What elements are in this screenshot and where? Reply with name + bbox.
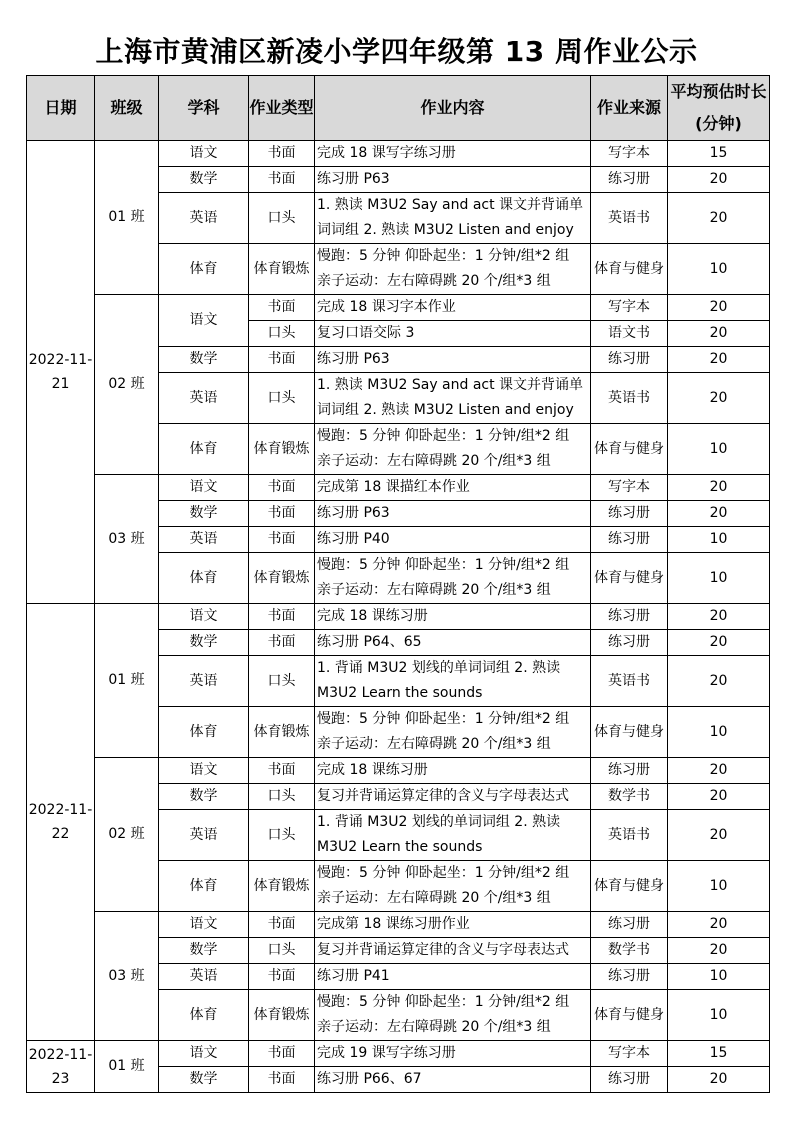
content-line: 练习册 P63 bbox=[317, 505, 390, 521]
type-cell: 书面 bbox=[249, 527, 315, 553]
minutes-cell: 20 bbox=[668, 321, 770, 347]
subject-cell: 英语 bbox=[159, 810, 249, 861]
type-cell: 体育锻炼 bbox=[249, 244, 315, 295]
minutes-cell: 20 bbox=[668, 1067, 770, 1093]
content-line: 完成 18 课练习册 bbox=[317, 762, 428, 778]
content-cell bbox=[315, 964, 591, 990]
minutes-cell: 20 bbox=[668, 656, 770, 707]
content-cell bbox=[315, 1041, 591, 1067]
content-line: 复习并背诵运算定律的含义与字母表达式 bbox=[317, 942, 569, 958]
class-cell: 01 班 bbox=[95, 604, 159, 758]
subject-cell: 语文 bbox=[159, 295, 249, 347]
content-line: 1. 背诵 M3U2 划线的单词词组 2. 熟读 bbox=[317, 660, 561, 676]
content-cell bbox=[315, 527, 591, 553]
type-cell: 口头 bbox=[249, 938, 315, 964]
content-cell bbox=[315, 295, 591, 321]
minutes-cell: 20 bbox=[668, 912, 770, 938]
type-cell: 书面 bbox=[249, 295, 315, 321]
type-cell: 书面 bbox=[249, 167, 315, 193]
type-cell: 体育锻炼 bbox=[249, 424, 315, 475]
source-cell: 练习册 bbox=[591, 167, 668, 193]
content-cell bbox=[315, 938, 591, 964]
type-cell: 书面 bbox=[249, 758, 315, 784]
header-row bbox=[27, 76, 770, 141]
minutes-cell: 10 bbox=[668, 990, 770, 1041]
content-line: 亲子运动：左右障碍跳 20 个/组*3 组 bbox=[317, 273, 551, 289]
subject-cell: 体育 bbox=[159, 244, 249, 295]
subject-cell: 体育 bbox=[159, 553, 249, 604]
content-cell bbox=[315, 707, 591, 758]
content-line: 1. 熟读 M3U2 Say and act 课文并背诵单 bbox=[317, 197, 584, 213]
type-cell: 体育锻炼 bbox=[249, 861, 315, 912]
content-line: 完成 18 课习字本作业 bbox=[317, 299, 456, 315]
content-line: 练习册 P63 bbox=[317, 351, 390, 367]
source-cell: 练习册 bbox=[591, 501, 668, 527]
source-cell: 语文书 bbox=[591, 321, 668, 347]
source-cell: 体育与健身 bbox=[591, 861, 668, 912]
content-line: 慢跑：5 分钟 仰卧起坐：1 分钟/组*2 组 bbox=[317, 711, 570, 727]
content-cell bbox=[315, 656, 591, 707]
minutes-cell: 10 bbox=[668, 527, 770, 553]
type-cell: 口头 bbox=[249, 321, 315, 347]
date-line: 23 bbox=[51, 1070, 70, 1087]
content-line: 亲子运动：左右障碍跳 20 个/组*3 组 bbox=[317, 582, 551, 598]
date-line: 21 bbox=[51, 376, 70, 392]
source-cell: 练习册 bbox=[591, 527, 668, 553]
minutes-cell: 20 bbox=[668, 373, 770, 424]
class-cell: 02 班 bbox=[95, 295, 159, 475]
subject-cell: 语文 bbox=[159, 912, 249, 938]
subject-cell: 语文 bbox=[159, 604, 249, 630]
header-minutes: 平均预估时长(分钟) bbox=[668, 76, 770, 141]
subject-cell: 体育 bbox=[159, 707, 249, 758]
content-cell bbox=[315, 784, 591, 810]
content-cell bbox=[315, 1067, 591, 1093]
table-row bbox=[27, 758, 770, 784]
date-line: 2022-11- bbox=[28, 352, 93, 368]
type-cell: 书面 bbox=[249, 501, 315, 527]
content-line: 练习册 P66、67 bbox=[317, 1071, 422, 1087]
type-cell: 书面 bbox=[249, 964, 315, 990]
date-line: 2022-11- bbox=[28, 802, 93, 818]
content-line: 练习册 P41 bbox=[317, 968, 390, 984]
table-row bbox=[27, 295, 770, 321]
minutes-cell: 10 bbox=[668, 861, 770, 912]
class-cell: 03 班 bbox=[95, 912, 159, 1041]
content-line: 慢跑：5 分钟 仰卧起坐：1 分钟/组*2 组 bbox=[317, 994, 570, 1010]
type-cell: 书面 bbox=[249, 347, 315, 373]
content-line: 慢跑：5 分钟 仰卧起坐：1 分钟/组*2 组 bbox=[317, 248, 570, 264]
source-cell: 体育与健身 bbox=[591, 424, 668, 475]
minutes-cell: 20 bbox=[668, 167, 770, 193]
content-line: M3U2 Learn the sounds bbox=[317, 839, 483, 855]
minutes-cell: 20 bbox=[668, 784, 770, 810]
type-cell: 体育锻炼 bbox=[249, 707, 315, 758]
source-cell: 英语书 bbox=[591, 373, 668, 424]
content-line: 慢跑：5 分钟 仰卧起坐：1 分钟/组*2 组 bbox=[317, 428, 570, 444]
source-cell: 数学书 bbox=[591, 784, 668, 810]
content-line: 慢跑：5 分钟 仰卧起坐：1 分钟/组*2 组 bbox=[317, 557, 570, 573]
source-cell: 练习册 bbox=[591, 604, 668, 630]
subject-cell: 语文 bbox=[159, 1041, 249, 1067]
content-line: M3U2 Learn the sounds bbox=[317, 685, 483, 701]
header-content: 作业内容 bbox=[315, 76, 591, 141]
minutes-cell: 20 bbox=[668, 758, 770, 784]
source-cell: 英语书 bbox=[591, 656, 668, 707]
content-line: 练习册 P63 bbox=[317, 171, 390, 187]
type-cell: 体育锻炼 bbox=[249, 990, 315, 1041]
table-body bbox=[27, 141, 770, 1093]
content-line: 练习册 P40 bbox=[317, 531, 390, 547]
content-line: 亲子运动：左右障碍跳 20 个/组*3 组 bbox=[317, 1019, 551, 1035]
content-cell bbox=[315, 244, 591, 295]
subject-cell: 数学 bbox=[159, 167, 249, 193]
content-line: 词词组 2. 熟读 M3U2 Listen and enjoy bbox=[317, 402, 574, 418]
content-line: 词词组 2. 熟读 M3U2 Listen and enjoy bbox=[317, 222, 574, 238]
content-cell bbox=[315, 475, 591, 501]
class-cell: 01 班 bbox=[95, 1041, 159, 1093]
content-cell bbox=[315, 424, 591, 475]
subject-cell: 英语 bbox=[159, 656, 249, 707]
subject-cell: 语文 bbox=[159, 141, 249, 167]
type-cell: 口头 bbox=[249, 784, 315, 810]
content-line: 完成第 18 课描红本作业 bbox=[317, 479, 470, 495]
type-cell: 书面 bbox=[249, 912, 315, 938]
minutes-cell: 10 bbox=[668, 244, 770, 295]
content-line: 完成 19 课写字练习册 bbox=[317, 1045, 456, 1061]
source-cell: 英语书 bbox=[591, 193, 668, 244]
minutes-cell: 20 bbox=[668, 501, 770, 527]
content-cell bbox=[315, 604, 591, 630]
subject-cell: 英语 bbox=[159, 527, 249, 553]
minutes-cell: 10 bbox=[668, 424, 770, 475]
subject-cell: 数学 bbox=[159, 630, 249, 656]
source-cell: 体育与健身 bbox=[591, 707, 668, 758]
content-cell bbox=[315, 912, 591, 938]
minutes-cell: 20 bbox=[668, 295, 770, 321]
source-cell: 体育与健身 bbox=[591, 553, 668, 604]
content-line: 复习并背诵运算定律的含义与字母表达式 bbox=[317, 788, 569, 804]
subject-cell: 数学 bbox=[159, 347, 249, 373]
content-cell bbox=[315, 758, 591, 784]
minutes-cell: 20 bbox=[668, 630, 770, 656]
content-line: 完成 18 课练习册 bbox=[317, 608, 428, 624]
table-row bbox=[27, 141, 770, 167]
content-line: 练习册 P64、65 bbox=[317, 634, 422, 650]
content-cell bbox=[315, 373, 591, 424]
class-cell: 01 班 bbox=[95, 141, 159, 295]
table-row bbox=[27, 1041, 770, 1067]
type-cell: 口头 bbox=[249, 193, 315, 244]
header-date: 日期 bbox=[27, 76, 95, 141]
content-line: 1. 背诵 M3U2 划线的单词词组 2. 熟读 bbox=[317, 814, 561, 830]
content-cell bbox=[315, 990, 591, 1041]
minutes-cell: 20 bbox=[668, 193, 770, 244]
source-cell: 练习册 bbox=[591, 347, 668, 373]
minutes-cell: 20 bbox=[668, 604, 770, 630]
header-subject: 学科 bbox=[159, 76, 249, 141]
minutes-cell: 10 bbox=[668, 707, 770, 758]
subject-cell: 语文 bbox=[159, 475, 249, 501]
type-cell: 书面 bbox=[249, 604, 315, 630]
subject-cell: 数学 bbox=[159, 938, 249, 964]
date-line: 2022-11- bbox=[28, 1046, 93, 1063]
subject-cell: 英语 bbox=[159, 193, 249, 244]
minutes-cell: 20 bbox=[668, 475, 770, 501]
table-row bbox=[27, 912, 770, 938]
class-cell: 02 班 bbox=[95, 758, 159, 912]
content-cell bbox=[315, 193, 591, 244]
type-cell: 口头 bbox=[249, 656, 315, 707]
subject-cell: 体育 bbox=[159, 990, 249, 1041]
date-cell bbox=[27, 141, 95, 604]
minutes-cell: 10 bbox=[668, 553, 770, 604]
page-title: 上海市黄浦区新凌小学四年级第 13 周作业公示 bbox=[95, 35, 698, 68]
content-cell bbox=[315, 630, 591, 656]
content-line: 1. 熟读 M3U2 Say and act 课文并背诵单 bbox=[317, 377, 584, 393]
source-cell: 写字本 bbox=[591, 295, 668, 321]
minutes-cell: 15 bbox=[668, 141, 770, 167]
subject-cell: 体育 bbox=[159, 861, 249, 912]
date-line: 22 bbox=[51, 826, 70, 842]
homework-table bbox=[26, 75, 770, 1093]
content-cell bbox=[315, 141, 591, 167]
subject-cell: 语文 bbox=[159, 758, 249, 784]
minutes-cell: 15 bbox=[668, 1041, 770, 1067]
content-cell bbox=[315, 167, 591, 193]
table-row bbox=[27, 475, 770, 501]
minutes-cell: 10 bbox=[668, 964, 770, 990]
type-cell: 书面 bbox=[249, 475, 315, 501]
content-line: 亲子运动：左右障碍跳 20 个/组*3 组 bbox=[317, 890, 551, 906]
table-row bbox=[27, 604, 770, 630]
content-line: 完成第 18 课练习册作业 bbox=[317, 916, 470, 932]
subject-cell: 数学 bbox=[159, 1067, 249, 1093]
date-cell bbox=[27, 1041, 95, 1093]
content-line: 亲子运动：左右障碍跳 20 个/组*3 组 bbox=[317, 453, 551, 469]
source-cell: 练习册 bbox=[591, 912, 668, 938]
content-cell bbox=[315, 553, 591, 604]
minutes-cell: 20 bbox=[668, 810, 770, 861]
header-source: 作业来源 bbox=[591, 76, 668, 141]
content-line: 慢跑：5 分钟 仰卧起坐：1 分钟/组*2 组 bbox=[317, 865, 570, 881]
subject-cell: 体育 bbox=[159, 424, 249, 475]
content-line: 亲子运动：左右障碍跳 20 个/组*3 组 bbox=[317, 736, 551, 752]
type-cell: 口头 bbox=[249, 373, 315, 424]
content-cell bbox=[315, 810, 591, 861]
source-cell: 数学书 bbox=[591, 938, 668, 964]
source-cell: 写字本 bbox=[591, 475, 668, 501]
header-type: 作业类型 bbox=[249, 76, 315, 141]
subject-cell: 数学 bbox=[159, 784, 249, 810]
source-cell: 练习册 bbox=[591, 1067, 668, 1093]
date-cell bbox=[27, 604, 95, 1041]
source-cell: 体育与健身 bbox=[591, 990, 668, 1041]
content-line: 复习口语交际 3 bbox=[317, 325, 415, 341]
content-cell bbox=[315, 861, 591, 912]
type-cell: 书面 bbox=[249, 630, 315, 656]
source-cell: 英语书 bbox=[591, 810, 668, 861]
content-cell bbox=[315, 347, 591, 373]
type-cell: 书面 bbox=[249, 141, 315, 167]
type-cell: 书面 bbox=[249, 1067, 315, 1093]
class-cell: 03 班 bbox=[95, 475, 159, 604]
content-line: 完成 18 课写字练习册 bbox=[317, 145, 456, 161]
source-cell: 练习册 bbox=[591, 630, 668, 656]
header-class: 班级 bbox=[95, 76, 159, 141]
type-cell: 书面 bbox=[249, 1041, 315, 1067]
content-cell bbox=[315, 501, 591, 527]
source-cell: 练习册 bbox=[591, 964, 668, 990]
source-cell: 体育与健身 bbox=[591, 244, 668, 295]
type-cell: 体育锻炼 bbox=[249, 553, 315, 604]
type-cell: 口头 bbox=[249, 810, 315, 861]
subject-cell: 数学 bbox=[159, 501, 249, 527]
subject-cell: 英语 bbox=[159, 373, 249, 424]
subject-cell: 英语 bbox=[159, 964, 249, 990]
minutes-cell: 20 bbox=[668, 938, 770, 964]
source-cell: 写字本 bbox=[591, 1041, 668, 1067]
source-cell: 写字本 bbox=[591, 141, 668, 167]
content-cell bbox=[315, 321, 591, 347]
source-cell: 练习册 bbox=[591, 758, 668, 784]
minutes-cell: 20 bbox=[668, 347, 770, 373]
